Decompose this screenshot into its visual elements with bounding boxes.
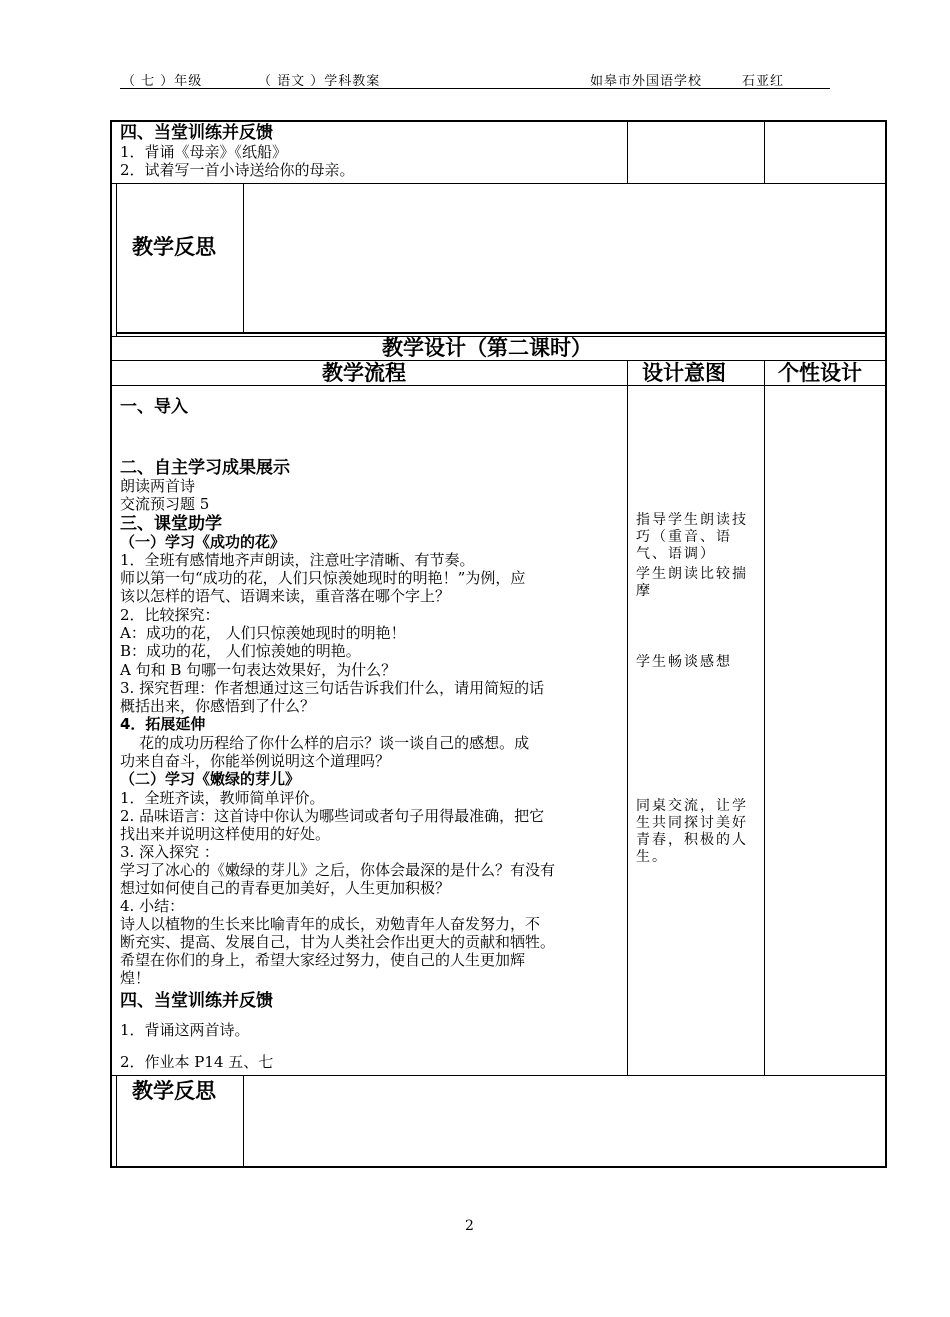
flow-line: 4. 小结： bbox=[120, 897, 185, 915]
row-divider bbox=[116, 332, 885, 334]
header-subject: （ 语文 ）学科教案 bbox=[258, 74, 381, 89]
header-rule bbox=[120, 88, 830, 89]
column-divider bbox=[627, 122, 628, 183]
practice-item: 1．背诵《母亲》《纸船》 bbox=[120, 143, 288, 161]
flow-line: 3. 深入探究 ： bbox=[120, 843, 219, 861]
lesson2-title: 教学设计（第二课时） bbox=[382, 336, 592, 360]
flow-line: 1．背诵这两首诗。 bbox=[120, 1021, 250, 1039]
column-divider bbox=[243, 1075, 244, 1166]
section-heading: 三、课堂助学 bbox=[120, 514, 222, 534]
reflection-label: 教学反思 bbox=[132, 1079, 216, 1103]
flow-line: 朗读两首诗 bbox=[120, 477, 196, 495]
flow-line: B：成功的花， 人们惊羡她的明艳。 bbox=[120, 642, 361, 660]
lesson-plan-table bbox=[110, 120, 887, 1168]
intent-note: 同桌交流，让学生共同探讨美好青春，积极的人生。 bbox=[636, 798, 748, 865]
flow-line: 功来自奋斗，你能举例说明这个道理吗？ bbox=[120, 752, 391, 770]
flow-line: 想过如何使自己的青春更加美好，人生更加积极？ bbox=[120, 879, 451, 897]
flow-line: 概括出来，你感悟到了什么？ bbox=[120, 697, 316, 715]
section-heading: 一、导入 bbox=[120, 397, 188, 417]
flow-line: 断充实、提高、发展自己，甘为人类社会作出更大的贡献和牺牲。 bbox=[120, 933, 556, 951]
header-teacher: 石亚红 bbox=[742, 74, 785, 89]
page-number: 2 bbox=[465, 1218, 474, 1234]
flow-line: A：成功的花， 人们只惊羡她现时的明艳！ bbox=[120, 624, 406, 642]
intent-note: 学生畅谈感想 bbox=[636, 654, 732, 670]
flow-line: A 句和 B 句哪一句表达效果好，为什么？ bbox=[120, 661, 397, 679]
flow-line: 交流预习题 5 bbox=[120, 495, 210, 513]
flow-line: 1．全班有感情地齐声朗读，注意吐字清晰、有节奏。 bbox=[120, 551, 475, 569]
flow-line: 学习了冰心的《嫩绿的芽儿》之后，你体会最深的是什么？有没有 bbox=[120, 861, 556, 879]
column-divider bbox=[243, 183, 244, 332]
section-heading: 四、当堂训练并反馈 bbox=[120, 991, 273, 1011]
column-header-personal: 个性设计 bbox=[778, 361, 862, 385]
flow-line: 希望在你们的身上，希望大家经过努力，使自己的人生更加辉 bbox=[120, 951, 526, 969]
inner-border bbox=[116, 1075, 117, 1166]
row-divider bbox=[112, 360, 885, 361]
flow-line: 花的成功历程给了你什么样的启示？谈一谈自己的感想。成 bbox=[120, 734, 530, 752]
reflection-label: 教学反思 bbox=[132, 235, 216, 259]
flow-line: 找出来并说明这样使用的好处。 bbox=[120, 825, 331, 843]
inner-border bbox=[116, 183, 117, 336]
row-divider bbox=[112, 183, 885, 184]
sub-heading: 4．拓展延伸 bbox=[120, 715, 206, 733]
column-header-intent: 设计意图 bbox=[642, 361, 726, 385]
practice-title: 四、当堂训练并反馈 bbox=[120, 123, 273, 143]
flow-line: 2. 品味语言：这首诗中你认为哪些词或者句子用得最准确，把它 bbox=[120, 807, 545, 825]
flow-line: 1．全班齐读，教师简单评价。 bbox=[120, 789, 325, 807]
row-divider bbox=[112, 1075, 885, 1076]
flow-line: 诗人以植物的生长来比喻青年的成长，劝勉青年人奋发努力，不 bbox=[120, 915, 541, 933]
header-school: 如皋市外国语学校 bbox=[590, 74, 703, 89]
flow-line: 师以第一句“成功的花，人们只惊羡她现时的明艳！”为例，应 bbox=[120, 569, 526, 587]
flow-line: 该以怎样的语气、语调来读，重音落在哪个字上？ bbox=[120, 587, 451, 605]
sub-heading: （一）学习《成功的花》 bbox=[120, 533, 286, 551]
header-grade: （ 七 ）年级 bbox=[122, 74, 203, 89]
column-divider bbox=[764, 122, 765, 183]
intent-note: 学生朗读比较揣摩 bbox=[636, 566, 748, 599]
flow-line: 2．比较探究： bbox=[120, 606, 220, 624]
row-divider bbox=[112, 385, 885, 386]
flow-line: 3. 探究哲理：作者想通过这三句话告诉我们什么，请用简短的话 bbox=[120, 679, 545, 697]
sub-heading: （二）学习《嫩绿的芽儿》 bbox=[120, 770, 301, 788]
column-divider bbox=[764, 360, 765, 1075]
section-heading: 二、自主学习成果展示 bbox=[120, 458, 290, 478]
intent-note: 指导学生朗读技巧（重音、语气、语调） bbox=[636, 512, 748, 562]
flow-line: 2．作业本 P14 五、七 bbox=[120, 1053, 274, 1071]
column-divider bbox=[627, 360, 628, 1075]
column-header-flow: 教学流程 bbox=[322, 361, 406, 385]
flow-line: 煌！ bbox=[120, 969, 151, 987]
practice-item: 2．试着写一首小诗送给你的母亲。 bbox=[120, 161, 355, 179]
